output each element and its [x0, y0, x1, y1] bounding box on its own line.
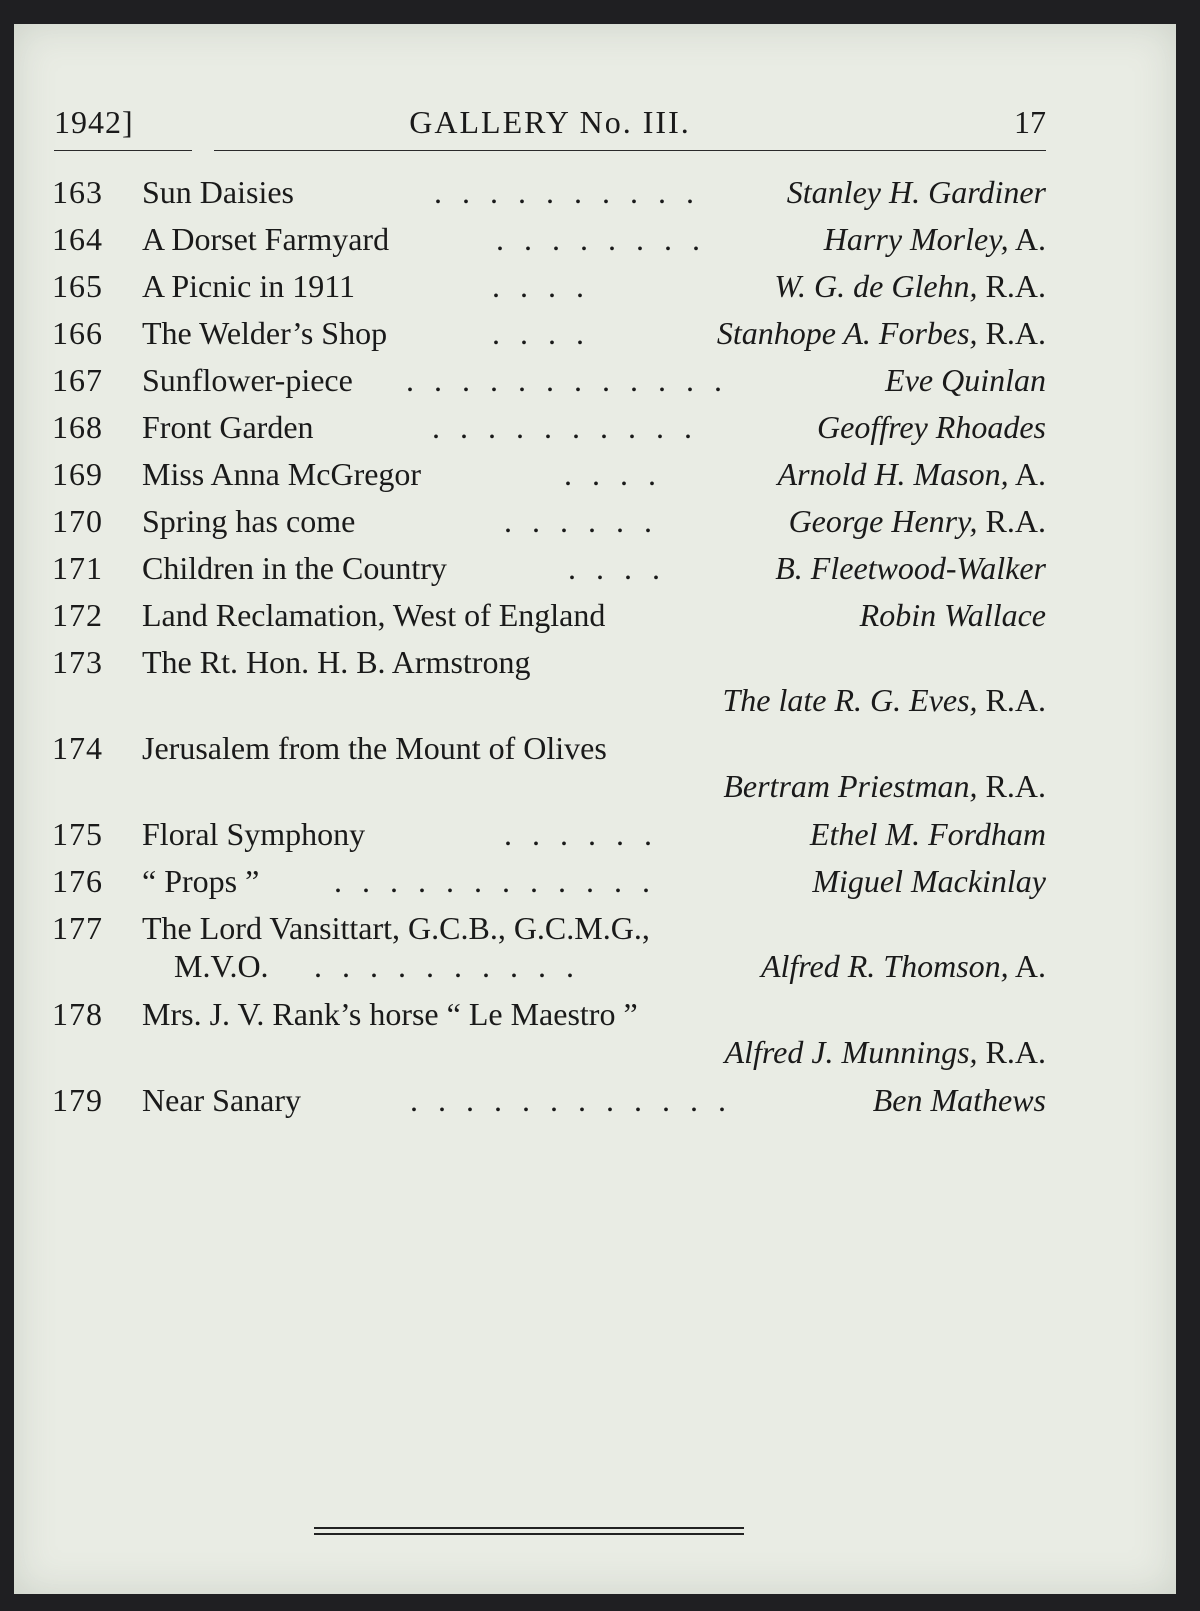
entry-artist — [723, 677, 1047, 724]
catalogue-entry — [44, 498, 1046, 545]
dot-leaders: . . . . . . . . . . . . — [410, 1082, 732, 1118]
entry-number: 179 — [52, 1082, 103, 1118]
entry-artist — [774, 263, 1046, 310]
dot-leaders: . . . . . . . . — [496, 221, 706, 257]
catalogue-entry — [44, 858, 1046, 905]
catalogue-entry — [44, 1077, 1046, 1124]
artist-name: George Henry, — [788, 503, 978, 539]
closing-double-rule — [314, 1527, 744, 1535]
entry-title: A Dorset Farmyard — [142, 221, 390, 257]
entry-number: 174 — [52, 730, 103, 766]
artist-name: The late R. G. Eves, — [722, 682, 978, 718]
entry-number: 164 — [52, 221, 103, 257]
artist-name: Bertram Priestman, — [723, 768, 978, 804]
artist-name: Alfred J. Munnings, — [724, 1034, 978, 1070]
entry-number: 163 — [52, 174, 103, 210]
entry-artist — [824, 216, 1046, 263]
artist-name: Stanhope A. Forbes, — [716, 315, 978, 351]
catalogue-entry — [44, 263, 1046, 310]
entry-title: The Welder’s Shop — [142, 315, 388, 351]
entry-title: Jerusalem from the Mount of Olives — [142, 730, 607, 766]
catalogue-entry — [44, 991, 1046, 1077]
artist-suffix: R.A. — [977, 268, 1046, 304]
entry-title: Front Garden — [142, 409, 314, 445]
entry-number: 168 — [52, 409, 103, 445]
artist-name: Eve Quinlan — [885, 362, 1046, 398]
artist-suffix: A. — [1008, 456, 1046, 492]
dot-leaders: . . . . — [492, 268, 590, 304]
entry-title: Sun Daisies — [142, 174, 294, 210]
artist-name: Geoffrey Rhoades — [817, 409, 1046, 445]
catalogue-entry — [44, 905, 1046, 991]
entry-number: 177 — [52, 910, 103, 946]
entry-artist — [810, 811, 1046, 858]
entry-title: Miss Anna McGregor — [142, 456, 422, 492]
entry-number: 170 — [52, 503, 103, 539]
artist-name: Ethel M. Fordham — [809, 816, 1046, 852]
artist-name: Stanley H. Gardiner — [786, 174, 1046, 210]
entry-title: Spring has come — [142, 503, 356, 539]
catalogue-entry — [44, 357, 1046, 404]
artist-name: Robin Wallace — [859, 597, 1046, 633]
artist-suffix: A. — [1008, 948, 1046, 984]
entry-number: 166 — [52, 315, 103, 351]
dot-leaders: . . . . . . . . . . — [434, 174, 700, 210]
catalogue-entry — [44, 404, 1046, 451]
dot-leaders: . . . . . . . . . . . . — [334, 863, 656, 899]
catalogue-entry — [44, 310, 1046, 357]
dot-leaders: . . . . . . . . . . . . — [406, 362, 728, 398]
catalogue-page — [14, 24, 1176, 1594]
entry-number: 171 — [52, 550, 103, 586]
entry-number: 176 — [52, 863, 103, 899]
dot-leaders: . . . . . . — [504, 503, 658, 539]
catalogue-entry — [44, 169, 1046, 216]
entry-artist — [817, 404, 1046, 451]
dot-leaders: . . . . — [564, 456, 662, 492]
entry-title-continued: M.V.O. — [174, 948, 269, 984]
catalogue-entry — [44, 545, 1046, 592]
entry-artist — [812, 858, 1046, 905]
entry-artist — [873, 1077, 1046, 1124]
entry-artist — [787, 169, 1046, 216]
artist-suffix: R.A. — [977, 503, 1046, 539]
dot-leaders: . . . . . . — [504, 816, 658, 852]
artist-suffix: R.A. — [977, 315, 1046, 351]
artist-name: B. Fleetwood-Walker — [775, 550, 1046, 586]
entry-number: 173 — [52, 644, 103, 680]
entry-number: 167 — [52, 362, 103, 398]
artist-name: Alfred R. Thomson, — [760, 948, 1009, 984]
entry-title: “ Props ” — [142, 863, 260, 899]
running-head — [54, 104, 1046, 144]
entry-artist — [778, 451, 1046, 498]
artist-name: Harry Morley, — [823, 221, 1009, 257]
artist-name: W. G. de Glehn, — [774, 268, 978, 304]
dot-leaders: . . . . — [568, 550, 666, 586]
catalogue-entry — [44, 725, 1046, 811]
catalogue-entry — [44, 216, 1046, 263]
entry-title: Near Sanary — [142, 1082, 302, 1118]
catalogue-entry — [44, 451, 1046, 498]
page-number: 17 — [1014, 104, 1046, 140]
catalogue-list — [44, 169, 1046, 1124]
year-header: 1942] — [54, 104, 134, 140]
entry-title: Sunflower-piece — [142, 362, 353, 398]
entry-title: The Lord Vansittart, G.C.B., G.C.M.G., — [142, 910, 650, 946]
entry-artist — [725, 1029, 1046, 1076]
artist-name: Miguel Mackinlay — [812, 863, 1046, 899]
entry-number: 178 — [52, 996, 103, 1032]
entry-title: Mrs. J. V. Rank’s horse “ Le Maestro ” — [142, 996, 638, 1032]
entry-artist — [885, 357, 1046, 404]
catalogue-entry — [44, 811, 1046, 858]
entry-number: 172 — [52, 597, 103, 633]
gallery-title: GALLERY No. III. — [409, 104, 691, 140]
artist-suffix: R.A. — [977, 1034, 1046, 1070]
artist-name: Arnold H. Mason, — [777, 456, 1009, 492]
catalogue-entry — [44, 639, 1046, 725]
entry-artist — [717, 310, 1046, 357]
entry-artist — [723, 763, 1046, 810]
entry-artist — [761, 943, 1046, 990]
dot-leaders: . . . . — [492, 315, 590, 351]
entry-title: Land Reclamation, West of England — [142, 597, 606, 633]
artist-suffix: A. — [1008, 221, 1046, 257]
entry-artist — [775, 545, 1046, 592]
entry-title: The Rt. Hon. H. B. Armstrong — [142, 644, 531, 680]
entry-title: A Picnic in 1911 — [142, 268, 356, 304]
artist-suffix: R.A. — [977, 768, 1046, 804]
entry-number: 169 — [52, 456, 103, 492]
entry-title: Children in the Country — [142, 550, 447, 586]
entry-title: Floral Symphony — [142, 816, 366, 852]
entry-number: 165 — [52, 268, 103, 304]
header-rule-short — [54, 150, 192, 151]
catalogue-entry — [44, 592, 1046, 639]
entry-number: 175 — [52, 816, 103, 852]
artist-name: Ben Mathews — [872, 1082, 1046, 1118]
dot-leaders: . . . . . . . . . . — [432, 409, 698, 445]
header-rule-long — [214, 150, 1046, 151]
dot-leaders: . . . . . . . . . . — [314, 948, 580, 984]
entry-artist — [789, 498, 1046, 545]
artist-suffix: R.A. — [977, 682, 1046, 718]
entry-artist — [860, 592, 1046, 639]
